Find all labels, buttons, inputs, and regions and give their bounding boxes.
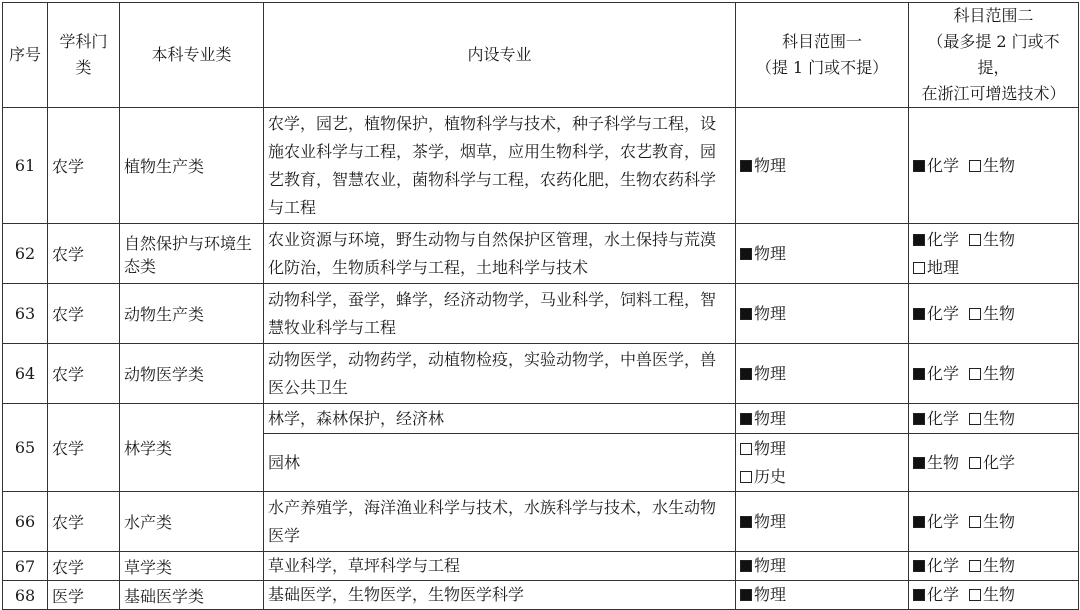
subject-option	[740, 435, 786, 463]
row-major-class: 林学类	[120, 404, 264, 492]
subject-label: 化学	[983, 452, 1016, 472]
subject-range-2-cell	[909, 404, 1079, 434]
filled-square-icon	[740, 516, 752, 528]
empty-square-icon	[969, 308, 981, 320]
subject-label: 生物	[983, 363, 1016, 383]
subject-option	[969, 226, 1015, 254]
subject-option	[740, 508, 786, 536]
subject-option	[913, 552, 959, 580]
subject-label: 化学	[927, 363, 960, 383]
row-major-class: 动物生产类	[120, 284, 264, 344]
subject-range-2-cell	[909, 108, 1079, 224]
subject-range-1-cell	[736, 404, 909, 434]
subject-label: 物理	[754, 408, 787, 428]
subject-range-2-cell	[909, 434, 1079, 492]
row-majors: 农学，园艺，植物保护，植物科学与技术，种子科学与工程，设施农业科学与工程，茶学，烟草，应用生物科学，农艺教育，园艺教育，智慧农业，菌物科学与工程，农药化肥，生物农药科学与工程	[264, 108, 736, 224]
subject-range-2-cell	[909, 344, 1079, 404]
subject-label: 生物	[983, 585, 1016, 604]
row-majors: 农业资源与环境，野生动物与自然保护区管理，水土保持与荒漠化防治，生物质科学与工程，土地科学与技术	[264, 224, 736, 284]
row-major-class: 草学类	[120, 552, 264, 581]
subject-option	[969, 300, 1015, 328]
filled-square-icon	[913, 589, 925, 601]
subject-label: 物理	[754, 363, 787, 383]
header-range-2-title: 科目范围二	[953, 6, 1034, 25]
subject-option	[913, 152, 959, 180]
subject-label: 历史	[754, 466, 787, 486]
filled-square-icon	[913, 457, 925, 469]
row-category: 农学	[48, 404, 120, 492]
filled-square-icon	[740, 248, 752, 260]
subject-label: 生物	[983, 229, 1016, 249]
subject-label: 物理	[754, 585, 787, 604]
subject-range-2-cell	[909, 581, 1079, 610]
row-number: 66	[3, 492, 48, 552]
table-row	[3, 492, 1079, 552]
empty-square-icon	[969, 560, 981, 572]
subject-option	[969, 508, 1015, 536]
header-range-1	[736, 3, 909, 108]
row-category: 医学	[48, 581, 120, 610]
subject-label: 生物	[983, 408, 1016, 428]
row-major-class: 植物生产类	[120, 108, 264, 224]
row-number: 68	[3, 581, 48, 610]
header-range-1-note: （提 1 门或不提）	[755, 58, 889, 77]
subject-range-2-cell	[909, 492, 1079, 552]
subject-range-1-cell	[736, 344, 909, 404]
subject-label: 化学	[927, 155, 960, 175]
subject-option	[740, 360, 786, 388]
row-major-class: 动物医学类	[120, 344, 264, 404]
row-number: 63	[3, 284, 48, 344]
subject-option	[913, 581, 959, 609]
subject-option	[740, 552, 786, 580]
subject-label: 化学	[927, 303, 960, 323]
subject-range-2-cell	[909, 284, 1079, 344]
row-category: 农学	[48, 284, 120, 344]
row-number: 67	[3, 552, 48, 581]
subject-range-1-cell	[736, 224, 909, 284]
subject-label: 生物	[983, 303, 1016, 323]
empty-square-icon	[969, 160, 981, 172]
header-range-2	[909, 3, 1079, 108]
subject-label: 化学	[927, 585, 960, 604]
subject-option	[740, 152, 786, 180]
empty-square-icon	[740, 443, 752, 455]
filled-square-icon	[913, 516, 925, 528]
subject-label: 生物	[927, 452, 960, 472]
subject-option	[969, 449, 1015, 477]
subject-option	[913, 508, 959, 536]
header-range-2-note-2: 在浙江可增选技术）	[921, 84, 1066, 103]
header-no: 序号	[3, 3, 48, 108]
row-majors: 林学，森林保护，经济林	[264, 404, 736, 434]
row-category: 农学	[48, 344, 120, 404]
subject-option	[969, 152, 1015, 180]
table-body	[3, 108, 1079, 610]
row-majors: 动物科学，蚕学，蜂学，经济动物学，马业科学，饲料工程，智慧牧业科学与工程	[264, 284, 736, 344]
row-number: 62	[3, 224, 48, 284]
table-row	[3, 284, 1079, 344]
subject-range-1-cell	[736, 552, 909, 581]
row-category: 农学	[48, 224, 120, 284]
filled-square-icon	[913, 560, 925, 572]
empty-square-icon	[740, 471, 752, 483]
subject-option	[969, 552, 1015, 580]
row-major-class: 自然保护与环境生态类	[120, 224, 264, 284]
empty-square-icon	[969, 234, 981, 246]
row-major-class: 水产类	[120, 492, 264, 552]
subject-option	[740, 581, 786, 609]
row-majors: 动物医学，动物药学，动植物检疫，实验动物学，中兽医学，兽医公共卫生	[264, 344, 736, 404]
filled-square-icon	[913, 413, 925, 425]
filled-square-icon	[913, 368, 925, 380]
empty-square-icon	[913, 262, 925, 274]
header-row	[3, 3, 1079, 108]
row-number: 65	[3, 404, 48, 492]
subject-requirements-table	[2, 2, 1079, 610]
table-row	[3, 344, 1079, 404]
subject-option	[913, 360, 959, 388]
empty-square-icon	[969, 368, 981, 380]
subject-option	[913, 449, 959, 477]
subject-label: 化学	[927, 408, 960, 428]
subject-option	[969, 360, 1015, 388]
subject-label: 生物	[983, 155, 1016, 175]
subject-range-1-cell	[736, 284, 909, 344]
subject-label: 生物	[983, 511, 1016, 531]
subject-option	[740, 300, 786, 328]
row-majors: 草业科学，草坪科学与工程	[264, 552, 736, 581]
subject-label: 地理	[927, 257, 960, 277]
subject-label: 物理	[754, 243, 787, 263]
subject-option	[913, 226, 959, 254]
filled-square-icon	[740, 160, 752, 172]
subject-range-1-cell	[736, 492, 909, 552]
table-row	[3, 224, 1079, 284]
subject-option	[969, 405, 1015, 433]
subject-option	[913, 300, 959, 328]
header-range-2-note-1: （最多提 2 门或不提，	[927, 32, 1060, 77]
row-category: 农学	[48, 108, 120, 224]
filled-square-icon	[740, 589, 752, 601]
filled-square-icon	[740, 368, 752, 380]
table-row	[3, 108, 1079, 224]
subject-range-1-cell	[736, 434, 909, 492]
row-category: 农学	[48, 492, 120, 552]
row-category: 农学	[48, 552, 120, 581]
table-row	[3, 552, 1079, 581]
header-majors: 内设专业	[264, 3, 736, 108]
header-range-1-title: 科目范围一	[781, 32, 862, 51]
filled-square-icon	[913, 234, 925, 246]
table-row	[3, 581, 1079, 610]
subject-range-1-cell	[736, 581, 909, 610]
subject-option	[913, 405, 959, 433]
filled-square-icon	[740, 413, 752, 425]
row-major-class: 基础医学类	[120, 581, 264, 610]
filled-square-icon	[740, 560, 752, 572]
subject-option	[740, 405, 786, 433]
subject-label: 生物	[983, 556, 1016, 575]
subject-label: 化学	[927, 511, 960, 531]
subject-range-2-cell	[909, 224, 1079, 284]
subject-option	[969, 581, 1015, 609]
subject-label: 化学	[927, 229, 960, 249]
subject-option	[740, 240, 786, 268]
subject-range-2-cell	[909, 552, 1079, 581]
subject-label: 物理	[754, 511, 787, 531]
empty-square-icon	[969, 457, 981, 469]
header-major-class: 本科专业类	[120, 3, 264, 108]
empty-square-icon	[969, 516, 981, 528]
row-number: 64	[3, 344, 48, 404]
subject-range-1-cell	[736, 108, 909, 224]
subject-label: 物理	[754, 438, 787, 458]
subject-label: 化学	[927, 556, 960, 575]
empty-square-icon	[969, 589, 981, 601]
row-majors: 园林	[264, 434, 736, 492]
subject-label: 物理	[754, 155, 787, 175]
filled-square-icon	[913, 308, 925, 320]
filled-square-icon	[740, 308, 752, 320]
subject-label: 物理	[754, 303, 787, 323]
subject-label: 物理	[754, 556, 787, 575]
subject-option	[740, 463, 786, 491]
row-majors: 基础医学，生物医学，生物医学科学	[264, 581, 736, 610]
subject-option	[913, 254, 959, 282]
header-category: 学科门类	[48, 3, 120, 108]
filled-square-icon	[913, 160, 925, 172]
row-number: 61	[3, 108, 48, 224]
empty-square-icon	[969, 413, 981, 425]
row-majors: 水产养殖学，海洋渔业科学与技术，水族科学与技术，水生动物医学	[264, 492, 736, 552]
table-row	[3, 404, 1079, 434]
